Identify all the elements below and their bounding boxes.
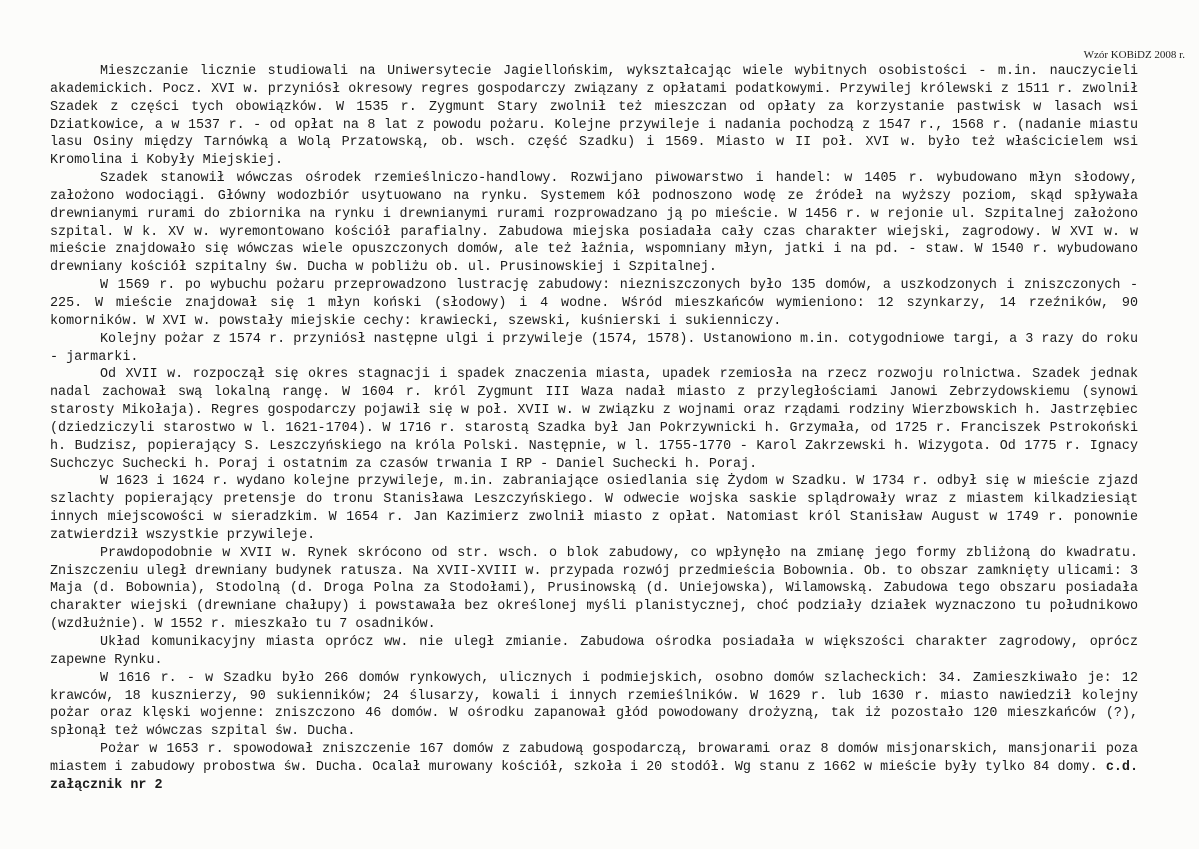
- paragraph: Układ komunikacyjny miasta oprócz ww. nie uległ zmianie. Zabudowa ośrodka posiadała w większości charakter zagrodowy, oprócz zapewne Rynku.: [50, 635, 1138, 668]
- paragraph: Szadek stanowił wówczas ośrodek rzemieślniczo-handlowy. Rozwijano piwowarstwo i handel: w 1405 r. wybudowano młyn słodowy, założono wodociągi. Główny wodozbiór usytuowano na rynku. Systemem kół podnoszono wodę ze źródeł na wyższy poziom, skąd spływała drewnianymi rurami do zbiornika na rynku i drewnianymi rurami rozprowadzano ją po mieście. W 1456 r. w rejonie ul. Szpitalnej założono szpital. W k. XV w. wyremontowano kościół parafialny. Zabudowa miejska posiadała cały czas charakter wiejski, zagrodowy. W XVI w. w mieście znajdowało się wówczas wiele opuszczonych domów, ale też łaźnia, wspomniany młyn, jatki i na pd. - staw. W 1540 r. wybudowano drewniany kościół szpitalny św. Ducha w pobliżu ob. ul. Prusinowskiej i Szpitalnej.: [50, 171, 1138, 276]
- paragraph: W 1616 r. - w Szadku było 266 domów rynkowych, ulicznych i podmiejskich, osobno domów szlacheckich: 34. Zamieszkiwało je: 12 krawców, 18 kusznierzy, 90 sukienników; 24 ślusarzy, kowali i innych rzemieślników. W 1629 r. lub 1630 r. miasto nawiedził kolejny pożar oraz klęski wojenne: zniszczono 46 domów. W ośrodku zapanował głód powodowany drożyzną, tak iż pozostało 120 mieszkańców (?), spłonął też wówczas szpital św. Ducha.: [50, 670, 1138, 740]
- document-body: [50, 63, 1138, 795]
- last-paragraph: [50, 741, 1138, 795]
- paragraph: W 1623 i 1624 r. wydano kolejne przywileje, m.in. zabraniające osiedlania się Żydom w Szadku. W 1734 r. odbył się w mieście zjazd szlachty popierający pretensje do tronu Stanisława Leszczyńskiego. W odwecie wojska saskie splądrowały wraz z miastem kilkadziesiąt innych miejscowości w sieradzkim. W 1654 r. Jan Kazimierz zwolnił miasto z opłat. Natomiast król Stanisław August w 1749 r. ponownie zatwierdził wszystkie przywileje.: [50, 474, 1138, 543]
- paragraph: W 1569 r. po wybuchu pożaru przeprowadzono lustrację zabudowy: niezniszczonych było 135 domów, a uszkodzonych i zniszczonych - 225. W mieście znajdował się 1 młyn koński (słodowy) i 4 wodne. Wśród mieszkańców wymieniono: 12 szynkarzy, 14 rzeźników, 90 komorników. W XVI w. powstały miejskie cechy: krawiecki, szewski, kuśnierski i sukienniczy.: [50, 278, 1138, 329]
- header-note: Wzór KOBiDZ 2008 r.: [1083, 49, 1185, 61]
- paragraph: Mieszczanie licznie studiowali na Uniwersytecie Jagiellońskim, wykształcając wiele wybitnych osobistości - m.in. nauczycieli akademickich. Pocz. XVI w. przyniósł okresowy regres gospodarczy związany z opłatami podatkowymi. Przywilej królewski z 1511 r. zwolnił Szadek z części tych obowiązków. W 1535 r. Zygmunt Stary zwolnił też mieszczan od opłaty za korzystanie pastwisk w lasach wsi Dziatkowice, a w 1537 r. - od opłat na 8 lat z powodu pożaru. Kolejne przywileje i nadania pochodzą z 1547 r., 1568 r. (nadanie miastu lasu Osiny między Tarnówką a Wolą Przatowską, ob. wsch. część Szadku) i 1569. Miasto w II poł. XVI w. było też właścicielem wsi Kromolina i Kobyły Miejskiej.: [50, 64, 1138, 169]
- paragraph-text: Pożar w 1653 r. spowodował zniszczenie 167 domów z zabudową gospodarczą, browarami oraz 8 domów misjonarskich, mansjonarii poza miastem i zabudowy probostwa św. Ducha. Ocalał murowany kościół, szkoła i 20 stodół. Wg stanu z 1662 w mieście były tylko 84 domy.: [50, 742, 1138, 775]
- paragraph: Kolejny pożar z 1574 r. przyniósł następne ulgi i przywileje (1574, 1578). Ustanowiono m.in. cotygodniowe targi, a 3 razy do roku - jarmarki.: [50, 331, 1138, 365]
- paragraph: Prawdopodobnie w XVII w. Rynek skrócono od str. wsch. o blok zabudowy, co wpłynęło na zmianę jego formy zbliżoną do kwadratu. Zniszczeniu uległ drewniany budynek ratusza. Na XVII-XVIII w. przypada rozwój przedmieścia Bobownia. Ob. to obszar zamknięty ulicami: 3 Maja (d. Bobownia), Stodolną (d. Droga Polna za Stodołami), Prusinowską (d. Uniejowska), Wilamowską. Zabudowa tego obszaru posiadała charakter wiejski (drewniane chałupy) i powstawała bez określonej myśli planistycznej, choć podziały działek wyznaczono tu południkowo (wzdłużnie). W 1552 r. mieszkało tu 7 osadników.: [50, 545, 1138, 633]
- continuation-note: c.d. załącznik nr 2: [50, 759, 1139, 793]
- paragraph: Od XVII w. rozpoczął się okres stagnacji i spadek znaczenia miasta, upadek rzemiosła na rzecz rozwoju rolnictwa. Szadek jednak nadal zachował swą lokalną rangę. W 1604 r. król Zygmunt III Waza nadał miasto z przyległościami Janowi Zebrzydowskiemu (synowi starosty Mikołaja). Regres gospodarczy pojawił się w poł. XVII w. w związku z wojnami oraz rządami rodziny Wierzbowskich h. Jastrzębiec (dziedziczyli starostwo w l. 1621-1704). W 1716 r. starostą Szadka był Jan Pokrzywnicki h. Grzymała, od 1725 r. Franciszek Pstrokoński h. Budzisz, popierający S. Leszczyńskiego na króla Polski. Następnie, w l. 1755-1770 - Karol Zakrzewski h. Wizygota. Od 1775 r. Ignacy Suchczyc Suchecki h. Poraj i ostatnim za czasów trwania I RP - Daniel Suchecki h. Poraj.: [50, 367, 1138, 472]
